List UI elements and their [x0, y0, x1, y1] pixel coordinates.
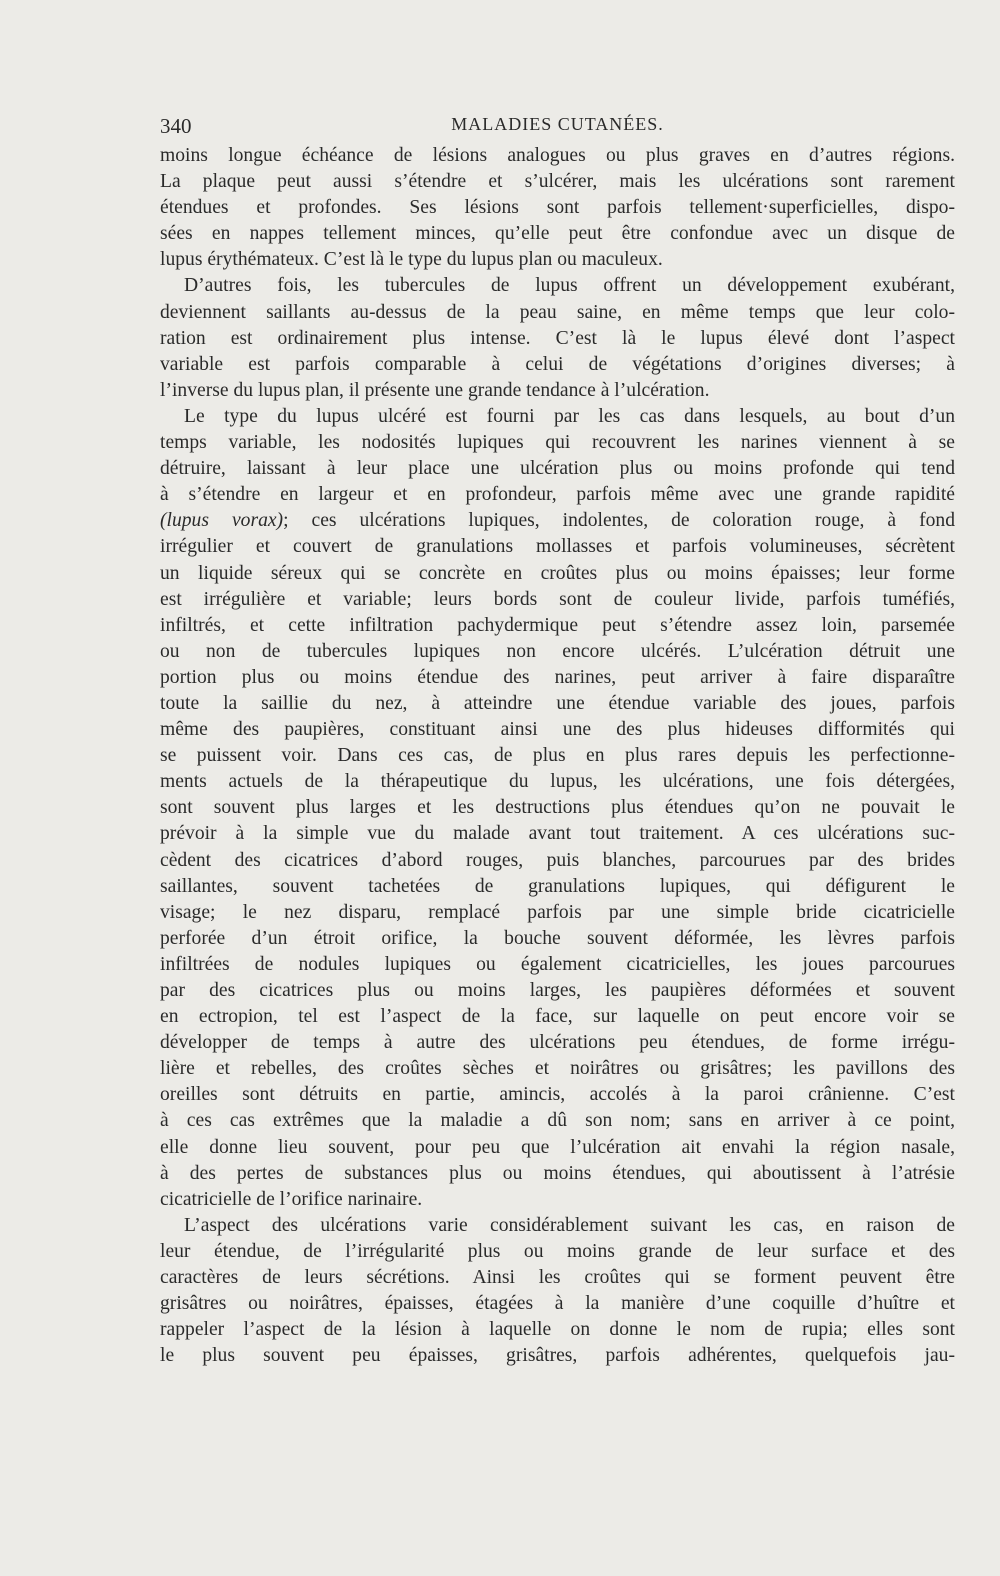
text-line: à des pertes de substances plus ou moins étendues, qui aboutissent à l’atrésie: [160, 1162, 955, 1184]
text-line: à s’étendre en largeur et en profondeur, parfois même avec une grande rapidité: [160, 484, 955, 506]
text-line: portion plus ou moins étendue des narines, peut arriver à faire disparaître: [160, 666, 955, 688]
text-line: détruire, laissant à leur place une ulcération plus ou moins profonde qui tend: [160, 458, 955, 480]
text-line: lupus érythémateux. C’est là le type du lupus plan ou maculeux.: [160, 249, 663, 271]
text-line: [160, 508, 955, 534]
text-line: cèdent des cicatrices d’abord rouges, puis blanches, parcourues par des brides: [160, 849, 955, 871]
text-line: perforée d’un étroit orifice, la bouche souvent déformée, les lèvres parfois: [160, 927, 955, 949]
body-text: [160, 143, 955, 1369]
text-line: caractères de leurs sécrétions. Ainsi les croûtes qui se forment peuvent être: [160, 1267, 955, 1289]
text-line: elle donne lieu souvent, pour peu que l’ulcération ait envahi la région nasale,: [160, 1136, 955, 1158]
text-line: se puissent voir. Dans ces cas, de plus en plus rares depuis les perfectionne-: [160, 745, 955, 767]
text-line: deviennent saillants au-dessus de la peau saine, en même temps que leur colo-: [160, 301, 955, 323]
text-line: un liquide séreux qui se concrète en croûtes plus ou moins épaisses; leur forme: [160, 562, 955, 584]
text-line: en ectropion, tel est l’aspect de la face, sur laquelle on peut encore voir se: [160, 1006, 955, 1028]
text-line: moins longue échéance de lésions analogues ou plus graves en d’autres régions.: [160, 145, 955, 166]
text-line: développer de temps à autre des ulcérations peu étendues, de forme irrégu-: [160, 1032, 955, 1054]
text-line: D’autres fois, les tubercules de lupus offrent un développement exubérant,: [184, 275, 955, 297]
text-line: infiltrées de nodules lupiques ou également cicatricielles, les joues parcourues: [160, 953, 955, 975]
text-line: est irrégulière et variable; leurs bords sont de couleur livide, parfois tuméfiés,: [160, 588, 955, 610]
text-line: La plaque peut aussi s’étendre et s’ulcérer, mais les ulcérations sont rarement: [160, 171, 955, 193]
text-line: le plus souvent peu épaisses, grisâtres, parfois adhérentes, quelquefois jau-: [160, 1345, 955, 1367]
text-line: L’aspect des ulcérations varie considérablement suivant les cas, en raison de: [184, 1214, 955, 1236]
text-line: prévoir à la simple vue du malade avant tout traitement. A ces ulcérations suc-: [160, 823, 955, 845]
text-line: oreilles sont détruits en partie, amincis, accolés à la paroi crânienne. C’est: [160, 1084, 955, 1106]
text-line: sées en nappes tellement minces, qu’elle peut être confondue avec un disque de: [160, 223, 955, 245]
text-line: lière et rebelles, des croûtes sèches et noirâtres ou grisâtres; les pavillons des: [160, 1058, 955, 1080]
text-line: l’inverse du lupus plan, il présente une grande tendance à l’ulcération.: [160, 379, 710, 401]
text-line: temps variable, les nodosités lupiques qui recouvrent les narines viennent à se: [160, 432, 955, 454]
page-number: 340: [160, 114, 192, 138]
italic-term: (lupus vorax): [160, 510, 284, 532]
text-line: rappeler l’aspect de la lésion à laquelle on donne le nom de rupia; elles sont: [160, 1319, 955, 1341]
text-line: visage; le nez disparu, remplacé parfois par une simple bride cicatricielle: [160, 901, 955, 923]
line-text: ; ces ulcérations lupiques, indolentes, de coloration rouge, à fond: [283, 510, 955, 532]
text-line: Le type du lupus ulcéré est fourni par les cas dans lesquels, au bout d’un: [184, 405, 955, 427]
page-header: [160, 114, 955, 140]
text-line: à ces cas extrêmes que la maladie a dû son nom; sans en arriver à ce point,: [160, 1110, 955, 1132]
text-line: ments actuels de la thérapeutique du lupus, les ulcérations, une fois détergées,: [160, 771, 955, 793]
text-line: sont souvent plus larges et les destructions plus étendues qu’on ne pouvait le: [160, 797, 955, 819]
text-line: irrégulier et couvert de granulations mollasses et parfois volumineuses, sécrètent: [160, 536, 955, 558]
text-line: leur étendue, de l’irrégularité plus ou moins grande de leur surface et des: [160, 1240, 955, 1262]
text-line: cicatricielle de l’orifice narinaire.: [160, 1188, 423, 1210]
text-line: infiltrés, et cette infiltration pachydermique peut s’étendre assez loin, parsemée: [160, 614, 955, 636]
text-line: ou non de tubercules lupiques non encore ulcérés. L’ulcération détruit une: [160, 640, 955, 662]
text-line: par des cicatrices plus ou moins larges, les paupières déformées et souvent: [160, 980, 955, 1001]
text-line: toute la saillie du nez, à atteindre une étendue variable des joues, parfois: [160, 692, 955, 714]
text-line: grisâtres ou noirâtres, épaisses, étagées à la manière d’une coquille d’huître et: [160, 1293, 955, 1315]
text-line: même des paupières, constituant ainsi une des plus hideuses difformités qui: [160, 719, 955, 741]
text-line: variable est parfois comparable à celui de végétations d’origines diverses; à: [160, 353, 955, 375]
text-line: saillantes, souvent tachetées de granulations lupiques, qui défigurent le: [160, 875, 955, 897]
text-line: ration est ordinairement plus intense. C’est là le lupus élevé dont l’aspect: [160, 327, 955, 349]
text-line: étendues et profondes. Ses lésions sont parfois tellement·superficielles, dispo-: [160, 197, 955, 219]
running-title: MALADIES CUTANÉES.: [451, 114, 664, 134]
